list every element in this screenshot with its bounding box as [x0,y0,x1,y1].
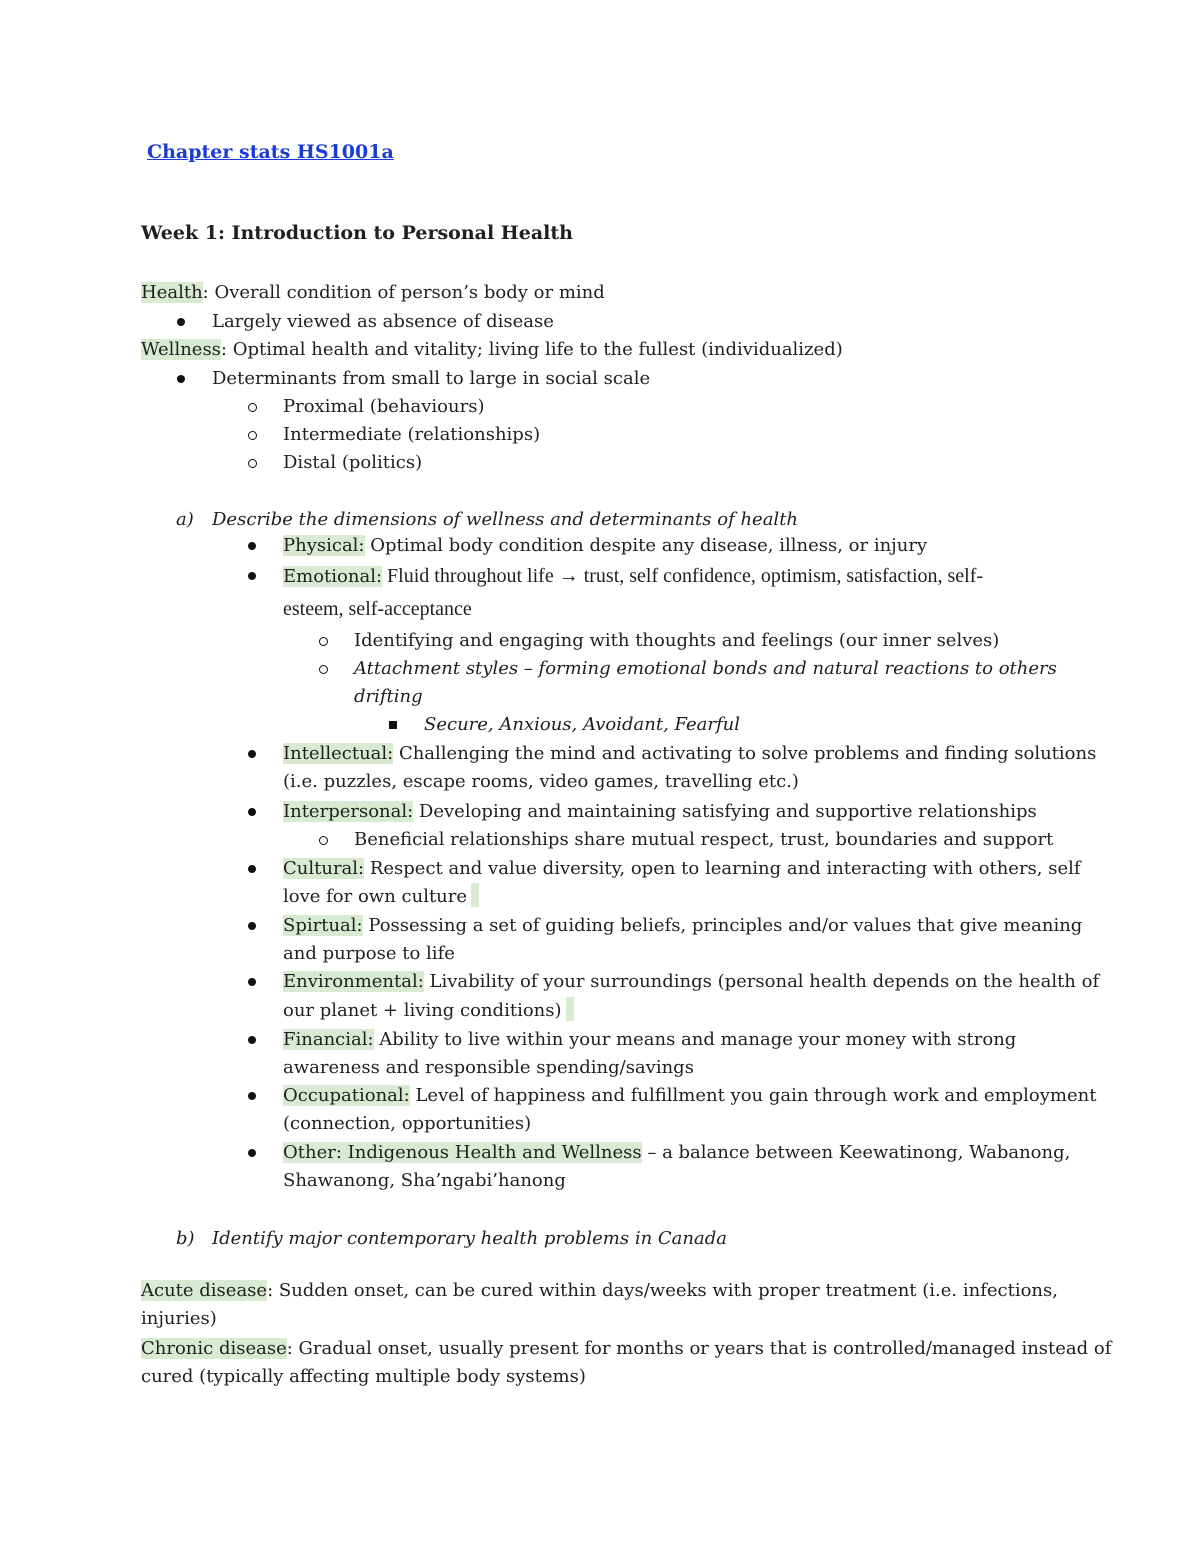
wellness-bullet: Determinants from small to large in social scale [212,368,651,389]
emotional-term: Emotional: [283,566,383,587]
financial-item: Financial: Ability to live within your means and manage your money with strong [283,1029,1017,1050]
spiritual-item-cont: and purpose to life [283,943,455,964]
health-definition: Health: Overall condition of person’s body or mind [141,282,605,303]
interpersonal-term: Interpersonal: [283,801,414,822]
section-a-heading: Describe the dimensions of wellness and determinants of health [212,509,799,530]
bullet-icon [177,375,185,383]
section-b-heading: Identify major contemporary health problems in Canada [212,1228,727,1249]
attachment-styles-list: Secure, Anxious, Avoidant, Fearful [424,714,741,735]
occupational-term: Occupational: [283,1085,410,1106]
bullet-icon [248,1149,256,1157]
chronic-disease-cont: cured (typically affecting multiple body systems) [141,1366,586,1387]
circle-bullet-icon [248,459,257,468]
acute-disease-cont: injuries) [141,1308,217,1329]
circle-bullet-icon [248,403,257,412]
cultural-item: Cultural: Respect and value diversity, open to learning and interacting with others, self [283,858,1081,879]
environmental-item: Environmental: Livability of your surroundings (personal health depends on the health of [283,971,1100,992]
spiritual-item: Spirtual: Possessing a set of guiding beliefs, principles and/or values that give meaning [283,915,1083,936]
health-bullet: Largely viewed as absence of disease [212,311,554,332]
other-item: Other: Indigenous Health and Wellness – a balance between Keewatinong, Wabanong, [283,1142,1071,1163]
chronic-disease-term: Chronic disease [141,1338,287,1359]
emotional-item: Emotional: Fluid throughout life → trust, self confidence, optimism, satisfaction, self- [283,565,984,587]
bullet-icon [177,318,185,326]
interpersonal-item: Interpersonal: Developing and maintaining satisfying and supportive relationships [283,801,1037,822]
financial-item-cont: awareness and responsible spending/savings [283,1057,694,1078]
spiritual-term: Spirtual: [283,915,363,936]
emotional-sub-item-cont: drifting [354,686,423,707]
circle-bullet-icon [248,431,257,440]
bullet-icon [248,808,256,816]
chronic-disease-definition: Chronic disease: Gradual onset, usually present for months or years that is controlled/managed instead of [141,1338,1112,1359]
physical-term: Physical: [283,535,365,556]
wellness-term: Wellness [141,339,221,360]
chapter-stats-link[interactable]: Chapter stats HS1001a [147,141,394,163]
bullet-icon [248,1092,256,1100]
circle-bullet-icon [319,637,328,646]
acute-disease-term: Acute disease [141,1280,268,1301]
bullet-icon [248,865,256,873]
occupational-item: Occupational: Level of happiness and fulfillment you gain through work and employment [283,1085,1097,1106]
cultural-term: Cultural: [283,858,365,879]
other-item-cont: Shawanong, Sha’ngabi’hanong [283,1170,566,1191]
circle-bullet-icon [319,665,328,674]
occupational-item-cont: (connection, opportunities) [283,1113,532,1134]
emotional-sub-item: Attachment styles – forming emotional bonds and natural reactions to others [354,658,1057,679]
bullet-icon [248,750,256,758]
bullet-icon [248,1036,256,1044]
cultural-item-cont: love for own culture [283,883,479,911]
section-b-marker: b) [176,1228,195,1249]
other-term: Other: Indigenous Health and Wellness [283,1142,642,1163]
emotional-item-cont: esteem, self-acceptance [283,598,472,620]
circle-bullet-icon [319,836,328,845]
week-heading: Week 1: Introduction to Personal Health [141,222,573,244]
environmental-item-cont: our planet + living conditions) [283,997,574,1025]
highlight-mark [471,883,479,907]
interpersonal-sub-item: Beneficial relationships share mutual respect, trust, boundaries and support [354,829,1054,850]
section-a-marker: a) [176,509,194,530]
intellectual-item: Intellectual: Challenging the mind and activating to solve problems and finding solutions [283,743,1097,764]
physical-item: Physical: Optimal body condition despite any disease, illness, or injury [283,535,928,556]
highlight-mark [566,997,574,1021]
wellness-sub-item: Intermediate (relationships) [283,424,541,445]
financial-term: Financial: [283,1029,374,1050]
environmental-term: Environmental: [283,971,424,992]
emotional-sub-item: Identifying and engaging with thoughts and feelings (our inner selves) [354,630,1000,651]
square-bullet-icon [389,721,397,729]
health-term: Health [141,282,203,303]
intellectual-term: Intellectual: [283,743,394,764]
acute-disease-definition: Acute disease: Sudden onset, can be cured within days/weeks with proper treatment (i.e. infections, [141,1280,1058,1301]
bullet-icon [248,978,256,986]
wellness-sub-item: Proximal (behaviours) [283,396,485,417]
intellectual-item-cont: (i.e. puzzles, escape rooms, video games, travelling etc.) [283,771,799,792]
bullet-icon [248,572,256,580]
bullet-icon [248,922,256,930]
bullet-icon [248,542,256,550]
wellness-definition: Wellness: Optimal health and vitality; living life to the fullest (individualized) [141,339,843,360]
wellness-sub-item: Distal (politics) [283,452,423,473]
